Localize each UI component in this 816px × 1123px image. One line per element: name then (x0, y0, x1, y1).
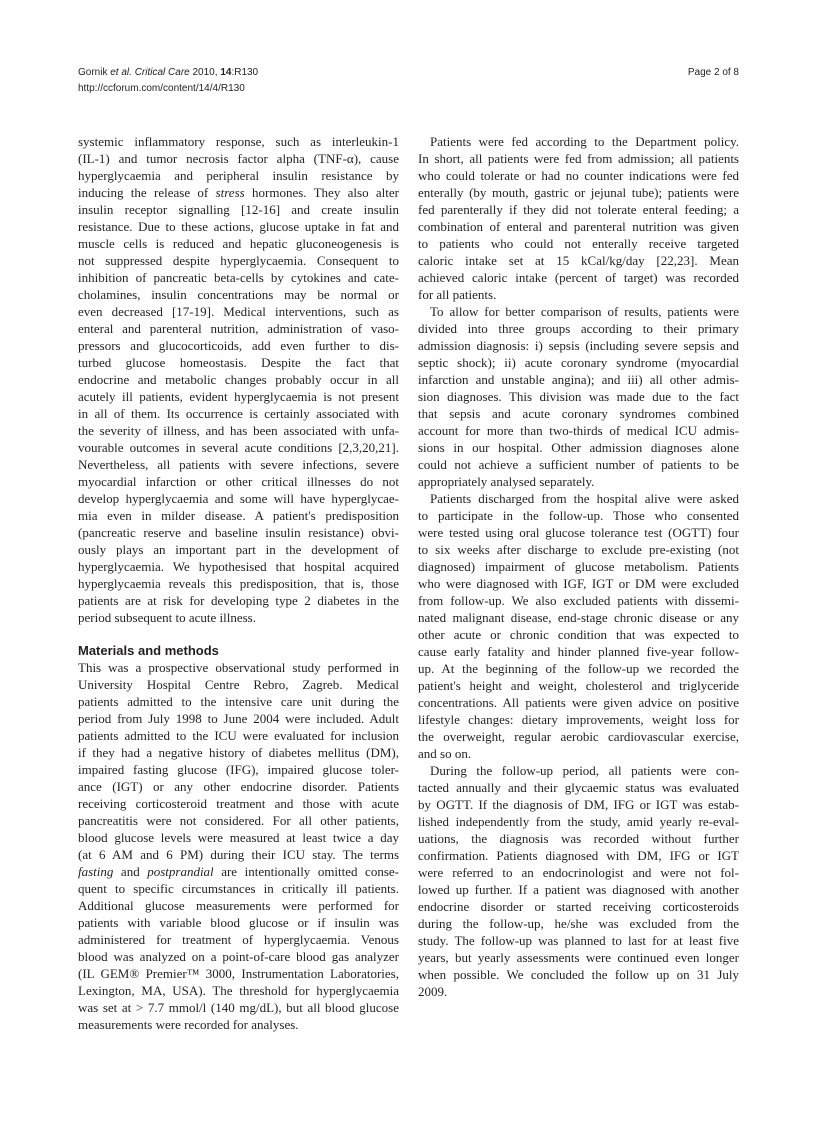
text-line: inhibition of pancreatic beta-cells by cytokines and cate- (78, 270, 399, 285)
text-line: account for more than two-thirds of medical ICU admis- (418, 423, 739, 438)
text-line (78, 863, 399, 880)
text-line: turbed glucose homeostasis. Despite the fact that (78, 355, 399, 370)
text-line: patients with variable blood glucose or if insulin was (78, 915, 399, 930)
text-line: (IL-1) and tumor necrosis factor alpha (TNF-α), cause (78, 151, 399, 166)
paragraph (78, 659, 399, 1033)
text-line: enteral and parenteral nutrition, administration of vaso- (78, 321, 399, 336)
text-line: ance (IGT) or any other endocrine disorder. Patients (78, 779, 399, 794)
text-line: University Hospital Centre Rebro, Zagreb. Medical (78, 677, 399, 692)
text-line: diagnosed) impairment of glucose metabolism. Patients (418, 559, 739, 574)
text-line: muscle cells is reduced and hepatic gluconeogenesis is (78, 236, 399, 251)
text-line: cause early fatality and hinder planned five-year follow- (418, 644, 739, 659)
text-line: that sepsis and acute coronary syndromes combined (418, 406, 739, 421)
text-line: blood glucose levels were measured at least twice a day (78, 830, 399, 845)
text-line: impaired fasting glucose (IFG), impaired glucose toler- (78, 762, 399, 777)
text-line: hyperglycaemia. We hypothesised that hospital acquired (78, 559, 399, 574)
text-line: even decreased [17-19]. Medical interventions, such as (78, 304, 399, 319)
text-line: were referred to an endocrinologist and were not fol- (418, 865, 739, 880)
text-line: pressors and glucocorticoids, add even further to dis- (78, 338, 399, 353)
text-segment: hormones. They also alter (244, 185, 399, 200)
text-line: admission diagnosis: i) sepsis (including severe sepsis and (418, 338, 739, 353)
italic-term: fasting (78, 864, 114, 879)
text-line: achieved caloric intake (percent of target) was recorded (418, 270, 739, 285)
text-line: to participate in the follow-up. Those who consented (418, 508, 739, 523)
text-line: lowed up further. If a patient was diagnosed with another (418, 882, 739, 897)
text-line: combination of enteral and parenteral nutrition was given (418, 219, 739, 234)
text-line: mia even in milder disease. A patient's predisposition (78, 508, 399, 523)
text-line: in all of them. Its occurrence is certainly associated with (78, 406, 399, 421)
text-line: the severity of illness, and has been associated with unfa- (78, 423, 399, 438)
text-line: for all patients. (418, 287, 497, 302)
text-line: systemic inflammatory response, such as interleukin-1 (78, 134, 399, 149)
text-line: Patients were fed according to the Department policy. (430, 134, 739, 149)
text-line: acutely ill patients, evident hyperglycaemia is not present (78, 389, 399, 404)
text-line: to patients who could not enterally receive targeted (418, 236, 739, 251)
text-line: fed parenterally if they did not tolerate enteral feeding; a (418, 202, 739, 217)
text-line: hyperglycaemia reveals this predisposition, that is, those (78, 576, 399, 591)
text-segment: inducing the release of (78, 185, 216, 200)
text-line: patients admitted to the intensive care unit during the (78, 694, 399, 709)
text-line: insulin receptor signalling [12-16] and create insulin (78, 202, 399, 217)
year: 2010, (189, 67, 221, 78)
text-line: to six weeks after discharge to exclude pre-existing (not (418, 542, 739, 557)
text-line: administered for treatment of hyperglycaemia. Venous (78, 932, 399, 947)
text-line: study. The follow-up was planned to last for at least five (418, 933, 739, 948)
text-line: develop hyperglycaemia and some will have hyperglycae- (78, 491, 399, 506)
right-column (418, 133, 739, 1000)
text-line: nated malignant disease, end-stage chronic disease or any (418, 610, 739, 625)
text-line: In short, all patients were fed from admission; all patients (418, 151, 739, 166)
paragraph (78, 133, 399, 626)
text-line: patients are at risk for developing type 2 diabetes in the (78, 593, 399, 608)
text-line: if they had a negative history of diabetes mellitus (DM), (78, 745, 399, 760)
article-url[interactable]: http://ccforum.com/content/14/4/R130 (78, 83, 245, 94)
text-line: were tested using oral glucose tolerance test (OGTT) four (418, 525, 739, 540)
text-line: other acute or chronic condition that was expected to (418, 627, 739, 642)
text-line: (pancreatic reserve and baseline insulin resistance) obvi- (78, 525, 399, 540)
text-line: up. At the beginning of the follow-up we recorded the (418, 661, 739, 676)
text-line: tacted annually and their glycaemic status was evaluated (418, 780, 739, 795)
text-line: To allow for better comparison of results, patients were (430, 304, 739, 319)
text-line: lifestyle changes: dietary improvements, weight loss for (418, 712, 739, 727)
text-line: ously plays an important part in the development of (78, 542, 399, 557)
text-line: appropriately analysed separately. (418, 474, 595, 489)
paragraph (418, 762, 739, 1000)
text-line: hyperglycaemia and peripheral insulin resistance by (78, 168, 399, 183)
text-line: infarction and unstable angina); and iii) all other admis- (418, 372, 739, 387)
paragraph (418, 490, 739, 762)
text-line: during the follow-up, he/she was excluded from the (418, 916, 739, 931)
text-line: blood was analyzed on a point-of-care blood gas analyzer (78, 949, 399, 964)
author: Gornik (78, 67, 111, 78)
text-line: measurements were recorded for analyses. (78, 1017, 299, 1032)
paragraph (418, 303, 739, 490)
text-line: septic shock); ii) acute coronary syndrome (myocardial (418, 355, 739, 370)
citation (78, 65, 258, 81)
volume: 14 (220, 67, 232, 78)
text-line: lished independently from the study, amid yearly re-eval- (418, 814, 739, 829)
text-line (78, 184, 399, 201)
text-segment: and (113, 864, 148, 879)
text-segment: are intentionally omitted conse- (213, 864, 399, 879)
text-line: who could tolerate or had no counter indications were fed (418, 168, 739, 183)
text-line: cholamines, insulin concentrations may be normal or (78, 287, 399, 302)
text-line: not suppressed despite hyperglycaemia. Consequent to (78, 253, 399, 268)
text-line: This was a prospective observational study performed in (78, 660, 399, 675)
et-al: et al. (110, 67, 132, 78)
page-number: Page 2 of 8 (687, 67, 739, 78)
running-header (78, 65, 258, 97)
paragraph (418, 133, 739, 303)
text-line: vourable outcomes in several acute conditions [2,3,20,21]. (78, 440, 399, 455)
italic-term: postprandial (147, 864, 214, 879)
text-line: was set at > 7.7 mmol/l (140 mg/dL), but all blood glucose (78, 1000, 399, 1015)
section-heading: Materials and methods (78, 643, 219, 658)
text-line: concentrations. All patients were given advice on positive (418, 695, 739, 710)
text-line: patients admitted to the ICU were evaluated for inclusion (78, 728, 399, 743)
text-line: divided into three groups according to their primary (418, 321, 739, 336)
text-line: Lexington, MA, USA). The threshold for hyperglycaemia (78, 983, 399, 998)
text-line: caloric intake set at 15 kCal/kg/day [22,23]. Mean (418, 253, 739, 268)
text-line: Nevertheless, all patients with severe infections, severe (78, 457, 399, 472)
text-line: years, but yearly assessments were continued even longer (418, 950, 739, 965)
text-line: quent to specific circumstances in critically ill patients. (78, 881, 399, 896)
text-line: (IL GEM® Premier™ 3000, Instrumentation Laboratories, (78, 966, 399, 981)
text-line: uations, the diagnosis was recorded without further (418, 831, 739, 846)
text-line: sion diagnoses. This division was made due to the fact (418, 389, 739, 404)
text-line: and so on. (418, 746, 472, 761)
text-line: Patients discharged from the hospital alive were asked (430, 491, 739, 506)
italic-term: stress (215, 185, 245, 200)
text-line: patient's height and weight, cholesterol and triglyceride (418, 678, 739, 693)
text-line: endocrine and metabolic changes probably occur in all (78, 372, 399, 387)
text-line: resistance. Due to these actions, glucose uptake in fat and (78, 219, 399, 234)
text-line: endocrine disorder or started receiving corticosteroids (418, 899, 739, 914)
text-line: from follow-up. We also excluded patients with dissemi- (418, 593, 739, 608)
text-line: confirmation. Patients diagnosed with DM, IFG or IGT (418, 848, 739, 863)
text-line: the overweight, regular aerobic cardiovascular exercise, (418, 729, 739, 744)
text-line: period subsequent to acute illness. (78, 610, 256, 625)
text-line: 2009. (418, 984, 448, 999)
text-line: (at 6 AM and 6 PM) during their ICU stay. The terms (78, 847, 399, 862)
text-line: receiving corticosteroid treatment and those with acute (78, 796, 399, 811)
text-line: myocardial infarction or other critical illnesses do not (78, 474, 399, 489)
left-column (78, 133, 399, 1033)
text-line: pancreatitis were not considered. For all other patients, (78, 813, 399, 828)
article-id: :R130 (231, 67, 259, 78)
text-line: when possible. We concluded the follow up on 31 July (418, 967, 739, 982)
text-line: by OGTT. If the diagnosis of DM, IFG or IGT was estab- (418, 797, 739, 812)
text-line: who were diagnosed with IGF, IGT or DM were excluded (418, 576, 739, 591)
text-line: enterally (by mouth, gastric or jejunal tube); patients were (418, 185, 739, 200)
text-line: Additional glucose measurements were performed for (78, 898, 399, 913)
text-line: During the follow-up period, all patients were con- (430, 763, 739, 778)
text-line: could not achieve a sufficient number of patients to be (418, 457, 739, 472)
text-line: sions in our hospital. Other admission diagnoses alone (418, 440, 739, 455)
text-line: period from July 1998 to June 2004 were included. Adult (78, 711, 399, 726)
journal-name: Critical Care (134, 67, 190, 78)
